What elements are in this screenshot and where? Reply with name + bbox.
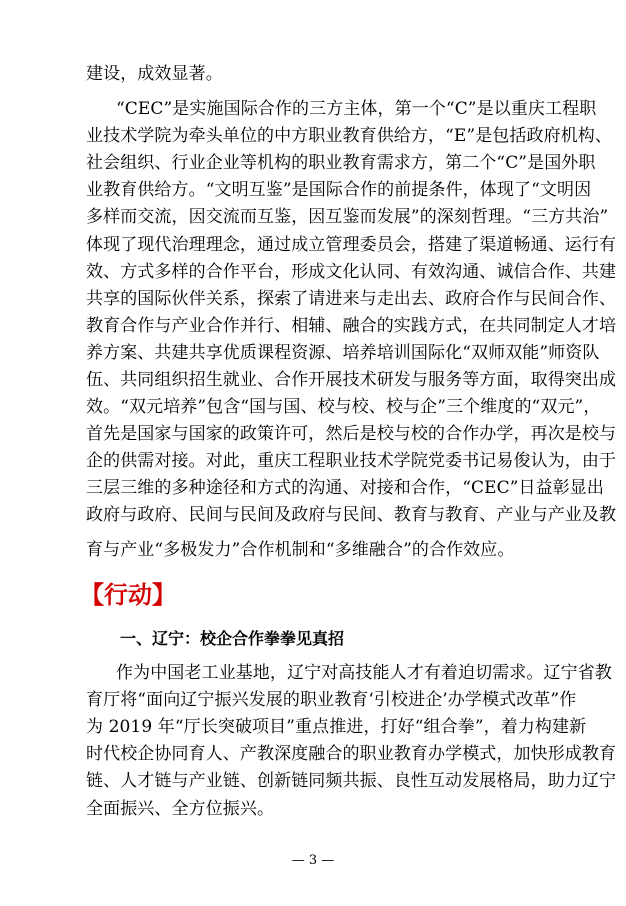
paragraph-2-line: 养方案、共建共享优质课程资源、培养培训国际化“双师双能”师资队 — [86, 343, 600, 363]
page-number: — 3 — — [291, 853, 335, 868]
paragraph-2-line: 效、方式多样的合作平台，形成文化认同、有效沟通、诚信合作、共建 — [86, 262, 617, 282]
paragraph-2-line: 三层三维的多种途径和方式的沟通、对接和合作，“CEC”日益彰显出 — [86, 478, 605, 498]
paragraph-2-line: 企的供需对接。对此，重庆工程职业技术学院党委书记易俊认为，由于 — [86, 451, 617, 471]
paragraph-2-line: 社会组织、行业企业等机构的职业教育需求方，第二个“C”是国外职 — [86, 153, 596, 173]
paragraph-2-line: 育与产业“多极发力”合作机制和“多维融合”的合作效应。 — [86, 540, 515, 560]
paragraph-1-line: 建设，成效显著。 — [86, 64, 223, 84]
paragraph-2-line: 效。“双元培养”包含“国与国、校与校、校与企”三个维度的“双元”， — [86, 397, 601, 417]
paragraph-3-line: 作为中国老工业基地，辽宁对高技能人才有着迫切需求。辽宁省教 — [116, 663, 612, 683]
paragraph-3-line: 链、人才链与产业链、创新链同频共振、良性互动发展格局，助力辽宁 — [86, 771, 617, 791]
paragraph-2-line: 首先是国家与国家的政策许可，然后是校与校的合作办学，再次是校与 — [86, 424, 617, 444]
paragraph-2-line: 业技术学院为牵头单位的中方职业教育供给方，“E”是包括政府机构、 — [86, 126, 612, 146]
section-heading: 【行动】 — [80, 581, 176, 609]
paragraph-3-line: 为 2019 年“厅长突破项目”重点推进，打好“组合拳”，着力构建新 — [86, 717, 587, 737]
paragraph-2-line: 伍、共同组织招生就业、合作开展技术研发与服务等方面，取得突出成 — [86, 370, 617, 390]
paragraph-2-line: 共享的国际伙伴关系，探索了请进来与走出去、政府合作与民间合作、 — [86, 289, 617, 309]
paragraph-2-line: 教育合作与产业合作并行、相辅、融合的实践方式，在共同制定人才培 — [86, 316, 617, 336]
paragraph-2-line: 政府与政府、民间与民间及政府与民间、教育与教育、产业与产业及教 — [86, 505, 617, 525]
paragraph-2-line: 多样而交流，因交流而互鉴，因互鉴而发展”的深刻哲理。“三方共治” — [86, 207, 609, 227]
paragraph-2-line: 业教育供给方。“文明互鉴”是国际合作的前提条件，体现了“文明因 — [86, 180, 592, 200]
paragraph-3-line: 育厅将“面向辽宁振兴发展的职业教育‘引校进企’办学模式改革”作 — [86, 690, 577, 710]
subsection-heading: 一、辽宁：校企合作拳拳见真招 — [120, 629, 345, 648]
paragraph-3-line: 全面振兴、全方位振兴。 — [86, 799, 275, 819]
paragraph-2-line: 体现了现代治理理念，通过成立管理委员会，搭建了渠道畅通、运行有 — [86, 235, 617, 255]
paragraph-3-line: 时代校企协同育人、产教深度融合的职业教育办学模式，加快形成教育 — [86, 744, 617, 764]
paragraph-2-line: “CEC”是实施国际合作的三方主体，第一个“C”是以重庆工程职 — [116, 99, 597, 119]
